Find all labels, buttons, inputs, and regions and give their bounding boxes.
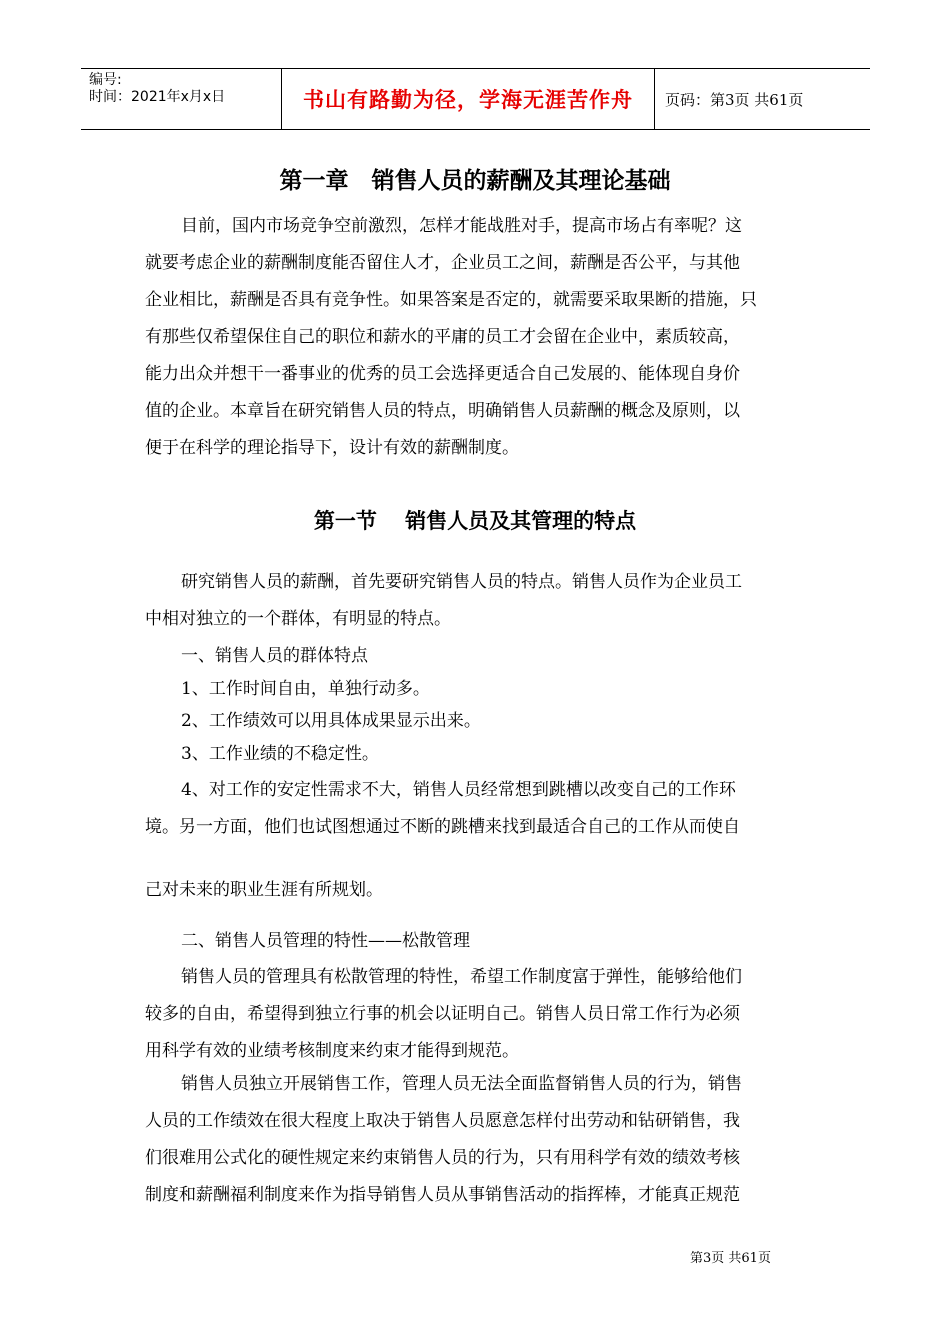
paragraph-line: 研究销售人员的薪酬，首先要研究销售人员的特点。销售人员作为企业员工 [181,572,742,592]
paragraph-line: 境。另一方面，他们也试图想通过不断的跳槽来找到最适合自己的工作从而使自 [145,817,740,837]
paragraph-line: 己对未来的职业生涯有所规划。 [145,880,383,900]
number-label: 编号: [89,72,122,88]
list-item: 3、工作业绩的不稳定性。 [181,744,379,764]
page-header [81,68,870,130]
paragraph-line: 值的企业。本章旨在研究销售人员的特点，明确销售人员薪酬的概念及原则，以 [145,401,740,421]
page-footer: 第3页 共61页 [690,1251,771,1266]
page-label: 页码：第3页 共61页 [665,90,804,109]
paragraph-line: 制度和薪酬福利制度来作为指导销售人员从事销售活动的指挥棒，才能真正规范 [145,1185,740,1205]
management-heading: 二、销售人员管理的特性——松散管理 [181,931,470,951]
paragraph-line: 用科学有效的业绩考核制度来约束才能得到规范。 [145,1041,519,1061]
paragraph-line: 就要考虑企业的薪酬制度能否留住人才，企业员工之间，薪酬是否公平，与其他 [145,253,740,273]
paragraph-line: 4、对工作的安定性需求不大，销售人员经常想到跳槽以改变自己的工作环 [181,780,736,800]
list-item: 1、工作时间自由，单独行动多。 [181,679,430,699]
motto: 书山有路勤为径，学海无涯苦作舟 [303,88,633,112]
paragraph-line: 较多的自由，希望得到独立行事的机会以证明自己。销售人员日常工作行为必须 [145,1004,740,1024]
list-item: 2、工作绩效可以用具体成果显示出来。 [181,711,481,731]
paragraph-line: 便于在科学的理论指导下，设计有效的薪酬制度。 [145,438,519,458]
management-paragraph-1 [145,959,807,1070]
intro-paragraph [145,208,807,467]
paragraph-line: 销售人员的管理具有松散管理的特性，希望工作制度富于弹性，能够给他们 [181,967,742,987]
paragraph-line: 企业相比，薪酬是否具有竞争性。如果答案是否定的，就需要采取果断的措施，只 [145,290,757,310]
paragraph-line: 中相对独立的一个群体，有明显的特点。 [145,609,451,629]
section-intro-paragraph [145,564,807,638]
item4-paragraph-end [145,872,807,909]
paragraph-line: 人员的工作绩效在很大程度上取决于销售人员愿意怎样付出劳动和钻研销售，我 [145,1111,740,1131]
group-heading: 一、销售人员的群体特点 [181,646,368,666]
item4-paragraph [145,772,807,846]
paragraph-line: 销售人员独立开展销售工作，管理人员无法全面监督销售人员的行为，销售 [181,1074,742,1094]
header-page-cell [655,69,870,129]
management-paragraph-2 [145,1066,807,1214]
paragraph-line: 有那些仅希望保住自己的职位和薪水的平庸的员工才会留在企业中，素质较高， [145,327,740,347]
paragraph-line: 能力出众并想干一番事业的优秀的员工会选择更适合自己发展的、能体现自身价 [145,364,740,384]
paragraph-line: 们很难用公式化的硬性规定来约束销售人员的行为，只有用科学有效的绩效考核 [145,1148,740,1168]
section-title: 第一节 销售人员及其管理的特点 [313,509,637,533]
paragraph-line: 目前，国内市场竞争空前激烈，怎样才能战胜对手，提高市场占有率呢？这 [181,216,742,236]
header-motto-cell [282,69,655,129]
time-label: 时间：2021年x月x日 [89,89,226,105]
header-meta [81,69,282,129]
chapter-title: 第一章 销售人员的薪酬及其理论基础 [279,168,671,194]
